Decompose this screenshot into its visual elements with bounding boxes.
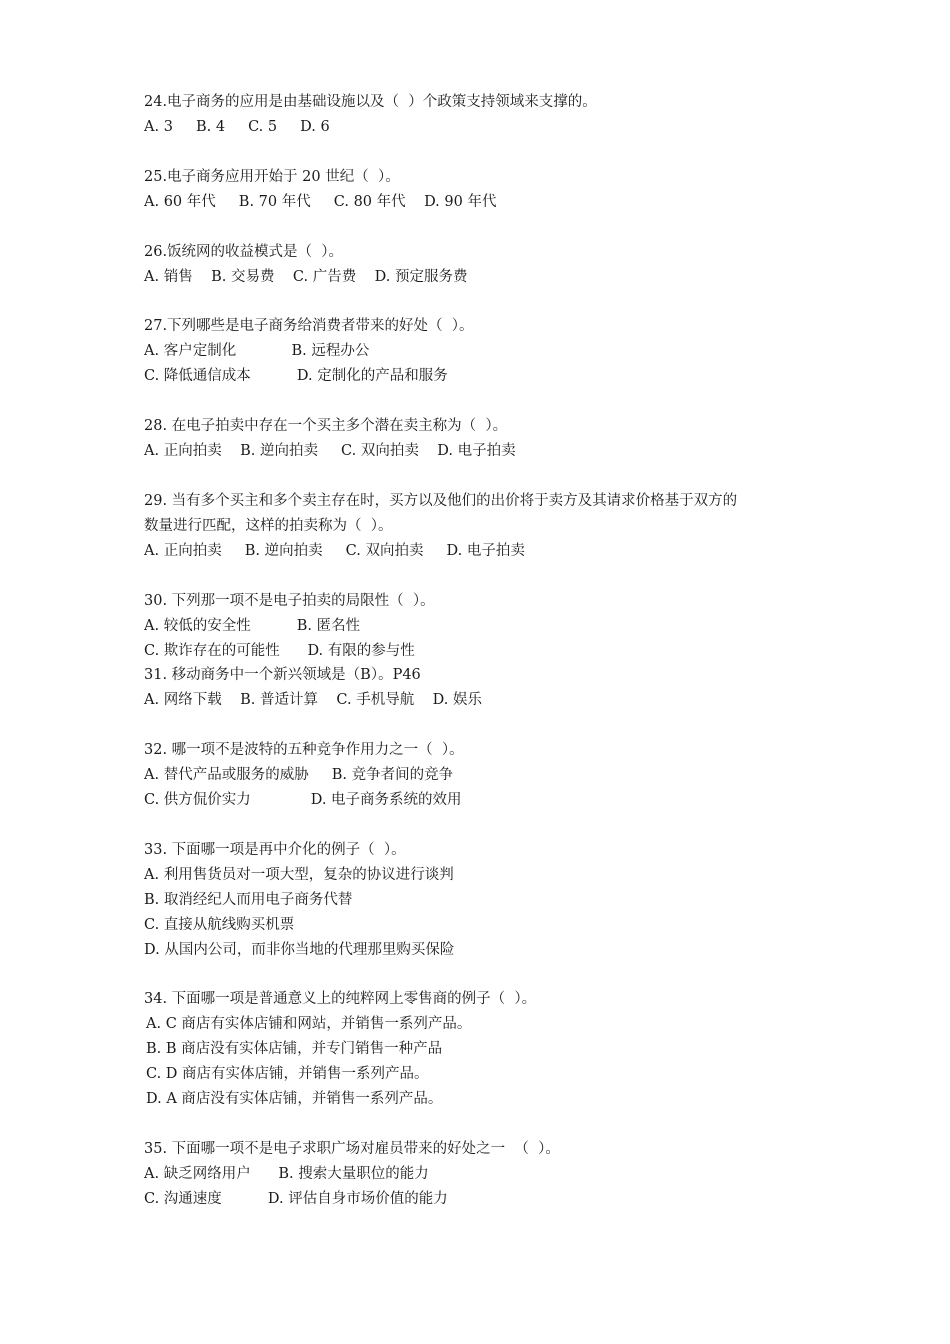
question-27-options-ab: A. 客户定制化 B. 远程办公 (144, 343, 370, 359)
question-27-stem: 27.下列哪些是电子商务给消费者带来的好处（ ）。 (144, 318, 474, 334)
question-25-stem: 25.电子商务应用开始于 20 世纪（ ）。 (144, 169, 400, 185)
question-34-option-d: D. A 商店没有实体店铺，并销售一系列产品。 (146, 1091, 443, 1107)
question-33-option-a: A. 利用售货员对一项大型，复杂的协议进行谈判 (144, 867, 454, 883)
question-26-options: A. 销售 B. 交易费 C. 广告费 D. 预定服务费 (144, 269, 468, 285)
question-34-option-c: C. D 商店有实体店铺，并销售一系列产品。 (146, 1066, 429, 1082)
question-29-stem-line2: 数量进行匹配，这样的拍卖称为（ ）。 (144, 518, 393, 534)
question-35-options-cd: C. 沟通速度 D. 评估自身市场价值的能力 (144, 1191, 448, 1207)
question-33-option-c: C. 直接从航线购买机票 (144, 917, 295, 933)
question-30-stem: 30. 下列那一项不是电子拍卖的局限性（ ）。 (144, 593, 435, 609)
question-27-options-cd: C. 降低通信成本 D. 定制化的产品和服务 (144, 368, 448, 384)
question-24-options: A. 3 B. 4 C. 5 D. 6 (144, 119, 330, 135)
question-32-options-ab: A. 替代产品或服务的威胁 B. 竞争者间的竞争 (144, 767, 454, 783)
question-30-options-cd: C. 欺诈存在的可能性 D. 有限的参与性 (144, 643, 415, 659)
question-34-option-b: B. B 商店没有实体店铺，并专门销售一种产品 (146, 1041, 443, 1057)
question-32-options-cd: C. 供方侃价实力 D. 电子商务系统的效用 (144, 792, 462, 808)
question-29-stem-line1: 29. 当有多个买主和多个卖主存在时，买方以及他们的出价将于卖方及其请求价格基于双方的 (144, 493, 738, 509)
question-33-option-b: B. 取消经纪人而用电子商务代替 (144, 892, 353, 908)
question-32-stem: 32. 哪一项不是波特的五种竞争作用力之一（ ）。 (144, 742, 464, 758)
question-35-stem: 35. 下面哪一项不是电子求职广场对雇员带来的好处之一 （ ）。 (144, 1141, 560, 1157)
question-28-stem: 28. 在电子拍卖中存在一个买主多个潜在卖主称为（ ）。 (144, 418, 508, 434)
question-25-options: A. 60 年代 B. 70 年代 C. 80 年代 D. 90 年代 (144, 194, 497, 210)
question-28-options: A. 正向拍卖 B. 逆向拍卖 C. 双向拍卖 D. 电子拍卖 (144, 443, 516, 459)
question-30-options-ab: A. 较低的安全性 B. 匿名性 (144, 618, 361, 634)
question-24-stem: 24.电子商务的应用是由基础设施以及（ ）个政策支持领域来支撑的。 (144, 94, 597, 110)
question-29-options: A. 正向拍卖 B. 逆向拍卖 C. 双向拍卖 D. 电子拍卖 (144, 543, 525, 559)
question-34-stem: 34. 下面哪一项是普通意义上的纯粹网上零售商的例子（ ）。 (144, 991, 537, 1007)
question-33-option-d: D. 从国内公司，而非你当地的代理那里购买保险 (144, 942, 455, 958)
question-31-options: A. 网络下载 B. 普适计算 C. 手机导航 D. 娱乐 (144, 692, 482, 708)
question-31-stem: 31. 移动商务中一个新兴领域是（B）。P46 (144, 667, 421, 683)
question-26-stem: 26.饭统网的收益模式是（ ）。 (144, 244, 344, 260)
question-33-stem: 33. 下面哪一项是再中介化的例子（ ）。 (144, 842, 406, 858)
question-35-options-ab: A. 缺乏网络用户 B. 搜索大量职位的能力 (144, 1166, 429, 1182)
question-34-option-a: A. C 商店有实体店铺和网站，并销售一系列产品。 (146, 1016, 472, 1032)
